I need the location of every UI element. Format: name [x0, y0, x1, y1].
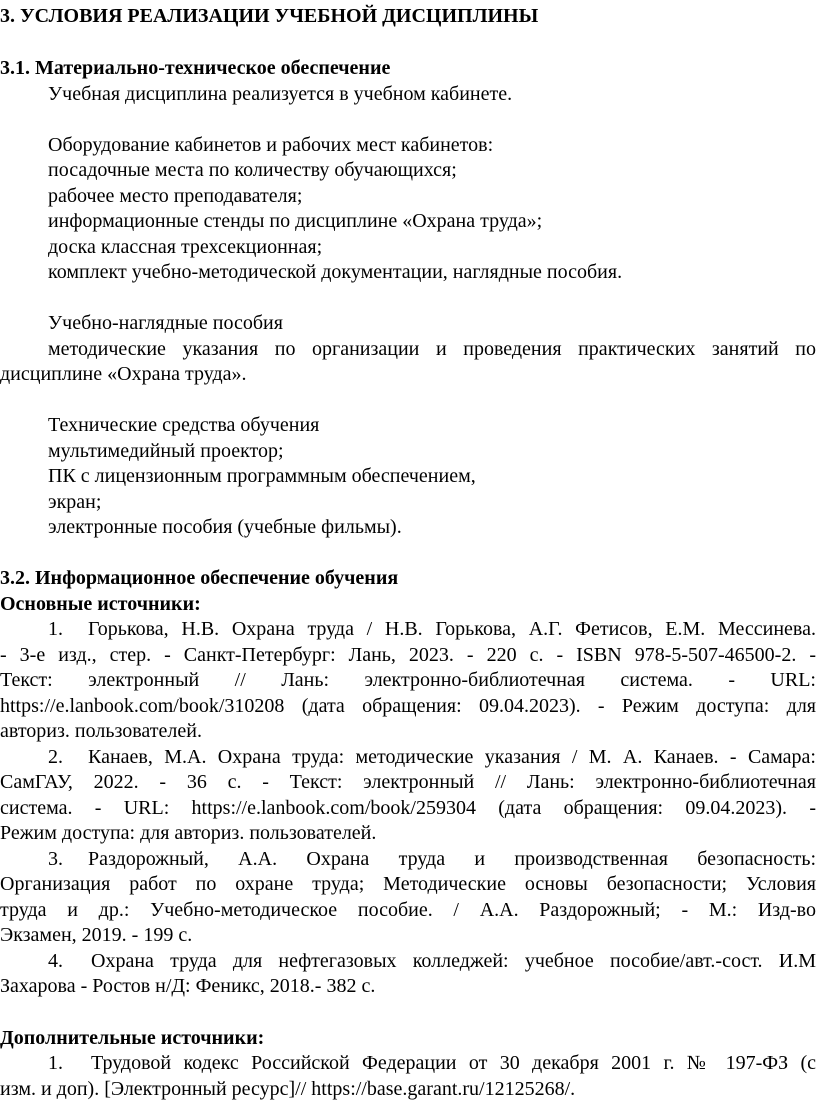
equipment-item: посадочные места по количеству обучающихся;	[48, 159, 457, 181]
equipment-title: Оборудование кабинетов и рабочих мест кабинетов:	[48, 134, 494, 156]
tech-item: ПК с лицензионным программным обеспечением,	[48, 465, 476, 487]
extra-source-line: изм. и доп). [Электронный ресурс]// https://base.garant.ru/12125268/.	[0, 1078, 576, 1100]
heading-3-1: 3.1. Материально-техническое обеспечение	[0, 57, 391, 79]
source-line: Организация работ по охране труда; Методические основы безопасности; Условия	[0, 873, 816, 895]
extra-sources-title: Дополнительные источники:	[0, 1027, 265, 1049]
source-line: https://e.lanbook.com/book/310208 (дата обращения: 09.04.2023). - Режим доступа: для	[0, 695, 816, 717]
equipment-item: рабочее место преподавателя;	[48, 185, 303, 207]
source-line: система. - URL: https://e.lanbook.com/book/259304 (дата обращения: 09.04.2023). -	[0, 797, 816, 819]
source-line: труда и др.: Учебно-методическое пособие. / А.А. Раздорожный; - М.: Изд-во	[0, 899, 816, 921]
source-line: 3. Раздорожный, А.А. Охрана труда и производственная безопасность:	[0, 847, 816, 873]
aids-title: Учебно-наглядные пособия	[48, 312, 283, 334]
tech-item: экран;	[48, 491, 102, 513]
intro-text: Учебная дисциплина реализуется в учебном кабинете.	[48, 83, 513, 105]
source-number: 1.	[48, 618, 63, 640]
source-line: 1. Горькова, Н.В. Охрана труда / Н.В. Горькова, А.Г. Фетисов, Е.М. Мессинева.	[0, 617, 816, 643]
equipment-item: информационные стенды по дисциплине «Охрана труда»;	[48, 210, 543, 232]
heading-3-2: 3.2. Информационное обеспечение обучения	[0, 567, 399, 589]
tech-item: электронные пособия (учебные фильмы).	[48, 516, 402, 538]
aids-text-line: дисциплине «Охрана труда».	[0, 363, 247, 385]
source-number: 4.	[48, 950, 63, 972]
aids-text-line: методические указания по организации и проведения практических занятий по	[48, 338, 816, 360]
source-line: 4. Охрана труда для нефтегазовых колледжей: учебное пособие/авт.-сост. И.М	[0, 949, 816, 975]
equipment-item: доска классная трехсекционная;	[48, 236, 323, 258]
source-number: 3.	[48, 848, 63, 870]
source-line: СамГАУ, 2022. - 36 с. - Текст: электронный // Лань: электронно-библиотечная	[0, 771, 816, 793]
source-line: Текст: электронный // Лань: электронно-библиотечная система. - URL:	[0, 669, 816, 691]
main-sources-title: Основные источники:	[0, 593, 201, 615]
source-line: Захарова - Ростов н/Д: Феникс, 2018.- 382 с.	[0, 975, 376, 997]
source-line: авториз. пользователей.	[0, 720, 202, 742]
source-line: - 3-е изд., стер. - Санкт-Петербург: Лань, 2023. - 220 с. - ISBN 978-5-507-46500-2. -	[0, 644, 816, 666]
equipment-item: комплект учебно-методической документации, наглядные пособия.	[48, 261, 623, 283]
source-number: 1.	[48, 1052, 63, 1074]
source-line: Экзамен, 2019. - 199 с.	[0, 924, 193, 946]
tech-title: Технические средства обучения	[48, 414, 320, 436]
section-title: 3. УСЛОВИЯ РЕАЛИЗАЦИИ УЧЕБНОЙ ДИСЦИПЛИНЫ	[0, 5, 539, 27]
source-line: Режим доступа: для авториз. пользователей.	[0, 822, 377, 844]
source-number: 2.	[48, 746, 63, 768]
extra-source-line: 1. Трудовой кодекс Российской Федерации от 30 декабря 2001 г. № 197-ФЗ (с	[0, 1051, 816, 1077]
tech-item: мультимедийный проектор;	[48, 440, 284, 462]
source-line: 2. Канаев, М.А. Охрана труда: методические указания / М. А. Канаев. - Самара:	[0, 745, 816, 771]
